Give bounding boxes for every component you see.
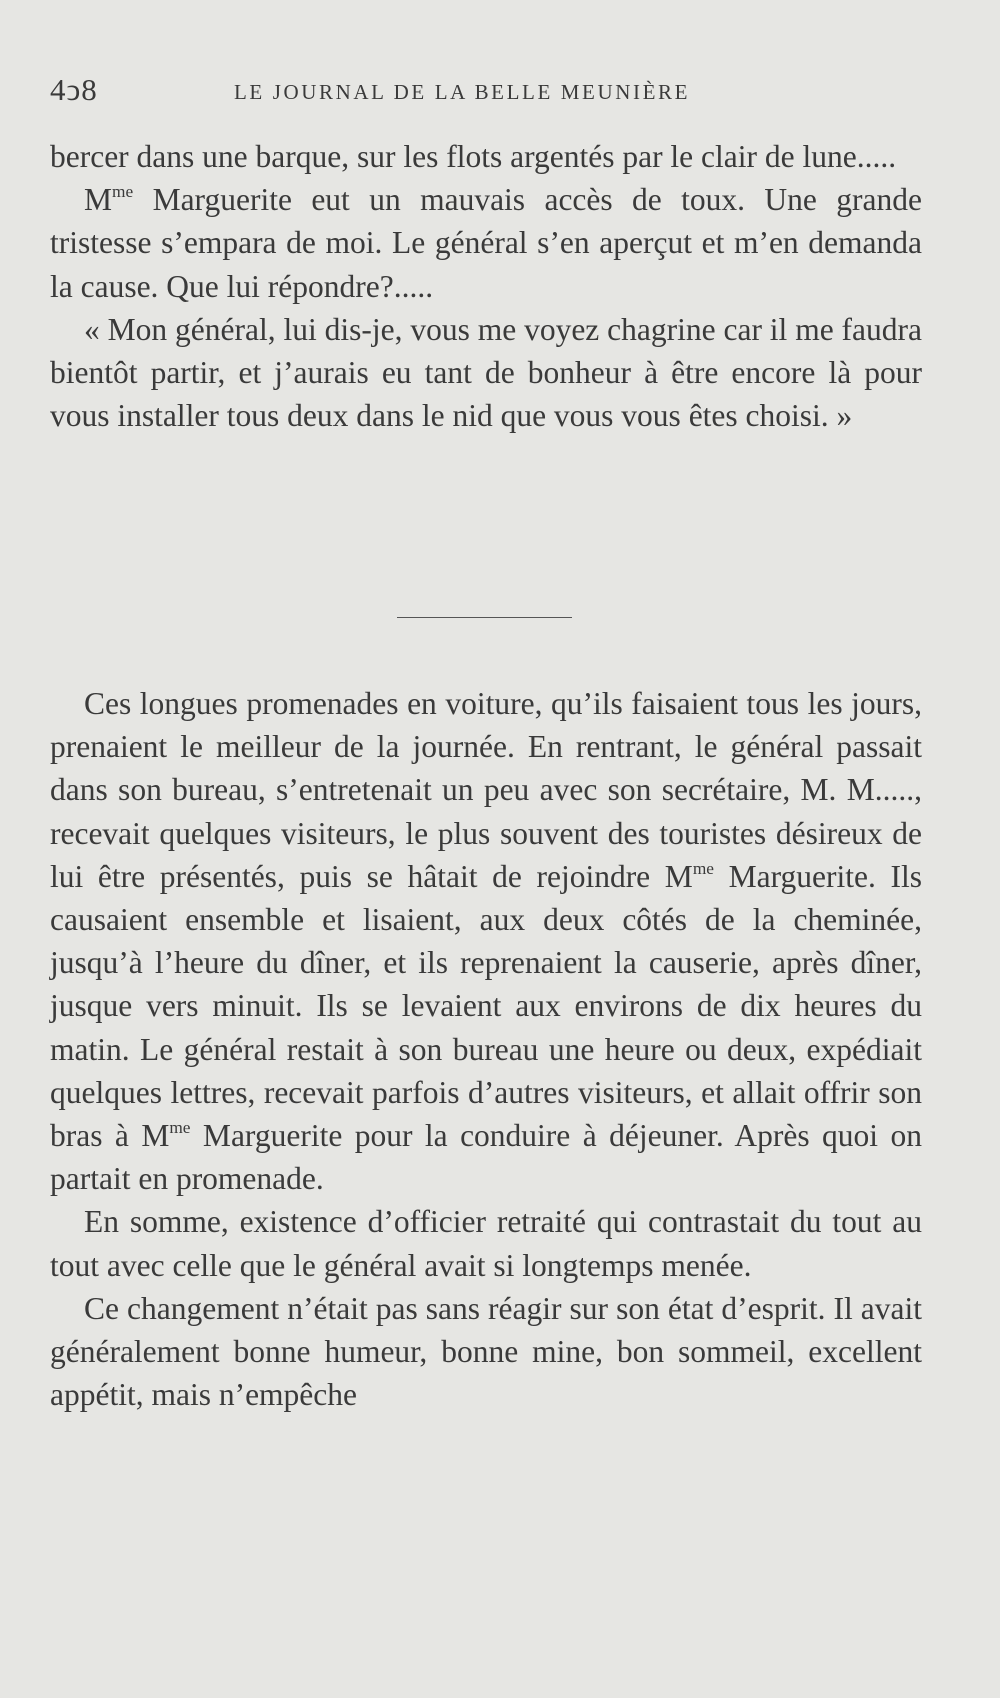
- paragraph-toux: [50, 178, 922, 308]
- paragraph-changement: Ce changement n’était pas sans réagir sur son état d’esprit. Il avait généralement bonne humeur, bonne mine, bon sommeil, excellent appétit, mais n’empêche: [50, 1290, 922, 1413]
- paragraph-continuation: bercer dans une barque, sur les flots argentés par le clair de lune.....: [50, 139, 897, 174]
- running-title: LE JOURNAL DE LA BELLE MEUNIÈRE: [234, 80, 691, 104]
- paragraph-text: Marguerite pour la conduire à déjeuner. Après quoi on partait en promenade.: [50, 1118, 922, 1197]
- page-header: [50, 72, 924, 112]
- abbr-sup: me: [692, 858, 714, 878]
- abbr-madame: [84, 182, 133, 217]
- paragraph-promenades: [50, 682, 922, 1200]
- text-block-top: [50, 135, 922, 437]
- paragraph-text: Marguerite. Ils causaient ensemble et lisaient, aux deux côtés de la cheminée, jusqu’à l’heure du dîner, et ils reprenaient la causerie, après dîner, jusque vers minuit. Ils se levaient aux environs de dix heures du matin. Le général restait à son bureau une heure ou deux, expédiait quelques lettres, recevait parfois d’autres visiteurs, et allait offrir son bras à M: [50, 858, 922, 1154]
- section-separator: [397, 617, 572, 618]
- abbr-sup: me: [169, 1118, 191, 1138]
- paragraph-existence: En somme, existence d’officier retraité qui contrastait du tout au tout avec celle que le général avait si longtemps menée.: [50, 1204, 922, 1283]
- paragraph-text: Marguerite eut un mauvais accès de toux. Une grande tristesse s’empara de moi. Le général s’en aperçut et m’en demanda la cause. Que lui répondre?.....: [50, 182, 922, 304]
- abbr-sup: me: [112, 182, 134, 202]
- paragraph-quote: « Mon général, lui dis-je, vous me voyez chagrine car il me faudra bientôt partir, et j’aurais eu tant de bonheur à être encore là pour vous installer tous deux dans le nid que vous vous êtes choisi. »: [50, 311, 922, 434]
- page-number: 4ↄ8: [50, 72, 98, 107]
- text-block-bottom: [50, 682, 922, 1416]
- abbr-base: M: [84, 182, 113, 218]
- paragraph-text: Ces longues promenades en voiture, qu’ils faisaient tous les jours, prenaient le meilleur de la journée. En rentrant, le général passait dans son bureau, s’entretenait un peu avec son secrétaire, M. M....., recevait quelques visiteurs, le plus souvent des touristes désireux de lui être présentés, puis se hâtait de rejoindre M: [50, 686, 922, 894]
